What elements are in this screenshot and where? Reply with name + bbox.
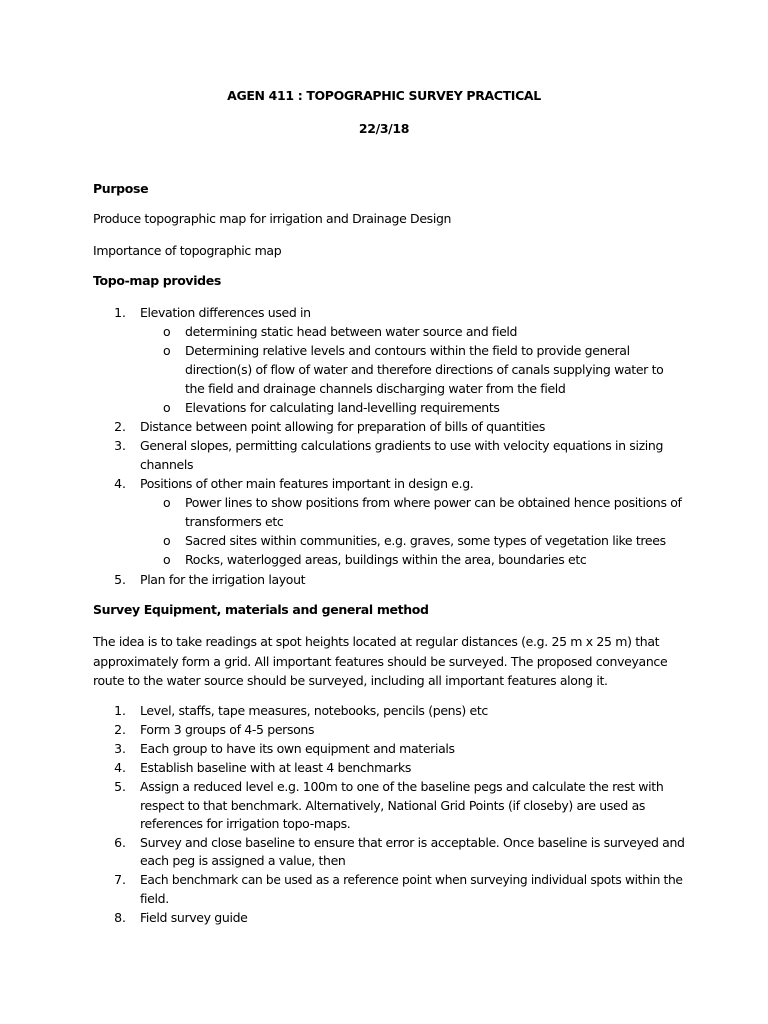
list-item-text: Field survey guide <box>140 910 248 925</box>
list-number: 5. <box>114 572 126 587</box>
sub-item-text: Sacred sites within communities, e.g. graves, some types of vegetation like trees <box>185 533 666 548</box>
list-number: 4. <box>114 760 126 775</box>
list-item-text: Distance between point allowing for preparation of bills of quantities <box>140 419 546 434</box>
list-number: 7. <box>114 872 126 887</box>
list-item-text: respect to that benchmark. Alternatively, National Grid Points (if closeby) are used as <box>140 798 646 813</box>
list-item-text: Survey and close baseline to ensure that error is acceptable. Once baseline is surveyed and <box>140 835 685 850</box>
sub-item-text: Elevations for calculating land-levelling requirements <box>185 400 500 415</box>
sub-item-text: the field and drainage channels discharging water from the field <box>185 381 566 396</box>
list-item-text: Establish baseline with at least 4 benchmarks <box>140 760 412 775</box>
importance-heading: Importance of topographic map <box>93 243 282 258</box>
bullet-marker: o <box>163 533 171 548</box>
sub-item-text: Rocks, waterlogged areas, buildings within the area, boundaries etc <box>185 552 587 567</box>
purpose-text: Produce topographic map for irrigation and Drainage Design <box>93 211 452 226</box>
bullet-marker: o <box>163 324 171 339</box>
bullet-marker: o <box>163 495 171 510</box>
list-item-text: Form 3 groups of 4-5 persons <box>140 722 315 737</box>
list-number: 1. <box>114 703 126 718</box>
document-title: AGEN 411 : TOPOGRAPHIC SURVEY PRACTICAL <box>227 88 541 103</box>
paragraph-line: route to the water source should be surveyed, including all important features along it. <box>93 673 608 688</box>
list-number: 2. <box>114 419 126 434</box>
list-item-text: Elevation differences used in <box>140 305 311 320</box>
list-item-text: references for irrigation topo-maps. <box>140 816 351 831</box>
list-item-text: Level, staffs, tape measures, notebooks, pencils (pens) etc <box>140 703 488 718</box>
bullet-marker: o <box>163 343 171 358</box>
list-item-text: channels <box>140 457 194 472</box>
sub-item-text: direction(s) of flow of water and therefore directions of canals supplying water to <box>185 362 664 377</box>
list-number: 2. <box>114 722 126 737</box>
sub-item-text: determining static head between water source and field <box>185 324 518 339</box>
paragraph-line: The idea is to take readings at spot heights located at regular distances (e.g. 25 m x 25 m) that <box>93 634 660 649</box>
list-item-text: Each group to have its own equipment and materials <box>140 741 455 756</box>
topo-heading: Topo-map provides <box>93 273 221 288</box>
list-number: 5. <box>114 779 126 794</box>
sub-item-text: Determining relative levels and contours within the field to provide general <box>185 343 630 358</box>
list-item-text: General slopes, permitting calculations gradients to use with velocity equations in sizing <box>140 438 664 453</box>
paragraph-line: approximately form a grid. All important features should be surveyed. The proposed conveyance <box>93 654 668 669</box>
list-number: 8. <box>114 910 126 925</box>
list-item-text: Positions of other main features important in design e.g. <box>140 476 474 491</box>
purpose-heading: Purpose <box>93 181 149 196</box>
bullet-marker: o <box>163 400 171 415</box>
list-number: 3. <box>114 438 126 453</box>
list-number: 6. <box>114 835 126 850</box>
list-item-text: field. <box>140 891 169 906</box>
equipment-heading: Survey Equipment, materials and general method <box>93 602 429 617</box>
list-number: 1. <box>114 305 126 320</box>
sub-item-text: Power lines to show positions from where power can be obtained hence positions of <box>185 495 682 510</box>
list-item-text: each peg is assigned a value, then <box>140 853 346 868</box>
bullet-marker: o <box>163 552 171 567</box>
list-number: 4. <box>114 476 126 491</box>
sub-item-text: transformers etc <box>185 514 284 529</box>
document-date: 22/3/18 <box>358 121 410 136</box>
list-number: 3. <box>114 741 126 756</box>
list-item-text: Each benchmark can be used as a reference point when surveying individual spots within the <box>140 873 683 887</box>
list-item-text: Assign a reduced level e.g. 100m to one of the baseline pegs and calculate the rest with <box>140 779 664 794</box>
list-item-text: Plan for the irrigation layout <box>140 572 306 587</box>
